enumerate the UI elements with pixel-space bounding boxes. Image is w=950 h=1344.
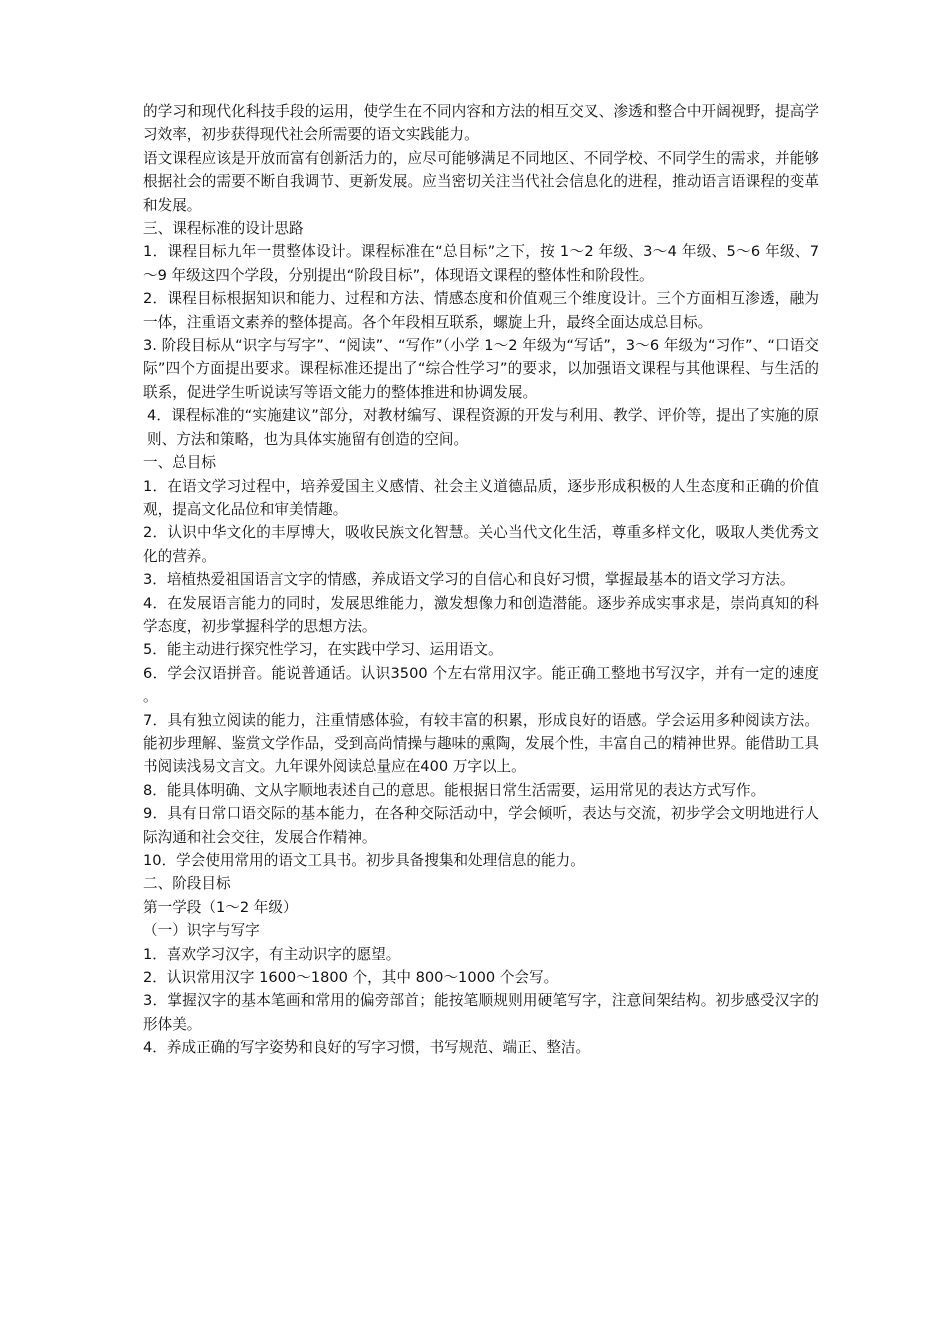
list-item: 8．能具体明确、文从字顺地表述自己的意思。能根据日常生活需要，运用常见的表达方式写作。 [143,781,766,799]
list-item: 4．养成正确的写字姿势和良好的写字习惯，书写规范、端正、整洁。 [143,1039,591,1057]
subsection-heading: 第一学段（1～2 年级） [143,898,298,916]
list-item: 3. 阶段目标从“识字与写字”、“阅读”、“写作”（小学 1～2 年级为“写话”，3～6 年级为“习作”、“口语交际”四个方面提出要求。课程标准还提出了“综合性学习”的要求，以加强语文课程与其他课程、与生活的联系，促进学生听说读写等语文能力的整体推进和协调发展。 [143,337,819,401]
section-heading: 一、总目标 [143,454,216,472]
subsection-heading: （一）识字与写字 [143,922,260,940]
list-item: 6．学会汉语拼音。能说普通话。认识3500 个左右常用汉字。能正确工整地书写汉字，并有一定的速度。 [143,664,819,706]
section-heading: 三、课程标准的设计思路 [143,220,304,238]
body-paragraph: 的学习和现代化科技手段的运用，使学生在不同内容和方法的相互交叉、渗透和整合中开阔视野，提高学习效率，初步获得现代社会所需要的语文实践能力。 [143,103,819,144]
list-item: 5．能主动进行探究性学习，在实践中学习、运用语文。 [143,641,503,659]
list-item: 4．在发展语言能力的同时，发展思维能力，激发想像力和创造潜能。逐步养成实事求是，崇尚真知的科学态度，初步掌握科学的思想方法。 [143,594,819,635]
body-paragraph: 语文课程应该是开放而富有创新活力的，应尽可能够满足不同地区、不同学校、不同学生的需求，并能够根据社会的需要不断自我调节、更新发展。应当密切关注当代社会信息化的进程，推动语言语课程的变革和发展。 [143,149,819,214]
list-item: 4．课程标准的“实施建议”部分，对教材编写、课程资源的开发与利用、教学、评价等，提出了实施的原则、方法和策略，也为具体实施留有创造的空间。 [147,407,819,448]
list-item: 2．课程目标根据知识和能力、过程和方法、情感态度和价值观三个维度设计。三个方面相互渗透，融为一体，注重语文素养的整体提高。各个年段相互联系，螺旋上升，最终全面达成总目标。 [143,290,819,331]
list-item: 10．学会使用常用的语文工具书。初步具备搜集和处理信息的能力。 [143,852,585,869]
list-item: 1．在语文学习过程中，培养爱国主义感情、社会主义道德品质，逐步形成积极的人生态度和正确的价值观，提高文化品位和审美情趣。 [143,477,819,518]
list-item: 9．具有日常口语交际的基本能力，在各种交际活动中，学会倾听，表达与交流，初步学会文明地进行人际沟通和社会交往，发展合作精神。 [143,805,819,846]
list-item: 3．掌握汉字的基本笔画和常用的偏旁部首；能按笔顺规则用硬笔写字，注意间架结构。初步感受汉字的形体美。 [143,992,819,1033]
section-heading: 二、阶段目标 [143,875,231,893]
document-page [143,100,819,1060]
list-item: 2．认识中华文化的丰厚博大，吸收民族文化智慧。关心当代文化生活，尊重多样文化，吸取人类优秀文化的营养。 [143,524,819,565]
list-item: 7．具有独立阅读的能力，注重情感体验，有较丰富的积累，形成良好的语感。学会运用多种阅读方法。能初步理解、鉴赏文学作品，受到高尚情操与趣味的熏陶，发展个性，丰富自己的精神世界。能借助工具书阅读浅易文言文。九年课外阅读总量应在400 万字以上。 [143,711,819,776]
list-item: 1．喜欢学习汉字，有主动识字的愿望。 [143,945,401,963]
list-item: 2．认识常用汉字 1600～1800 个，其中 800～1000 个会写。 [143,969,559,987]
list-item: 3．培植热爱祖国语言文字的情感，养成语文学习的自信心和良好习惯，掌握最基本的语文学习方法。 [143,571,795,589]
list-item: 1．课程目标九年一贯整体设计。课程标准在“总目标”之下，按 1～2 年级、3～4 年级、5～6 年级、7～9 年级这四个学段，分别提出“阶段目标”，体现语文课程的整体性和阶段性。 [143,243,819,284]
